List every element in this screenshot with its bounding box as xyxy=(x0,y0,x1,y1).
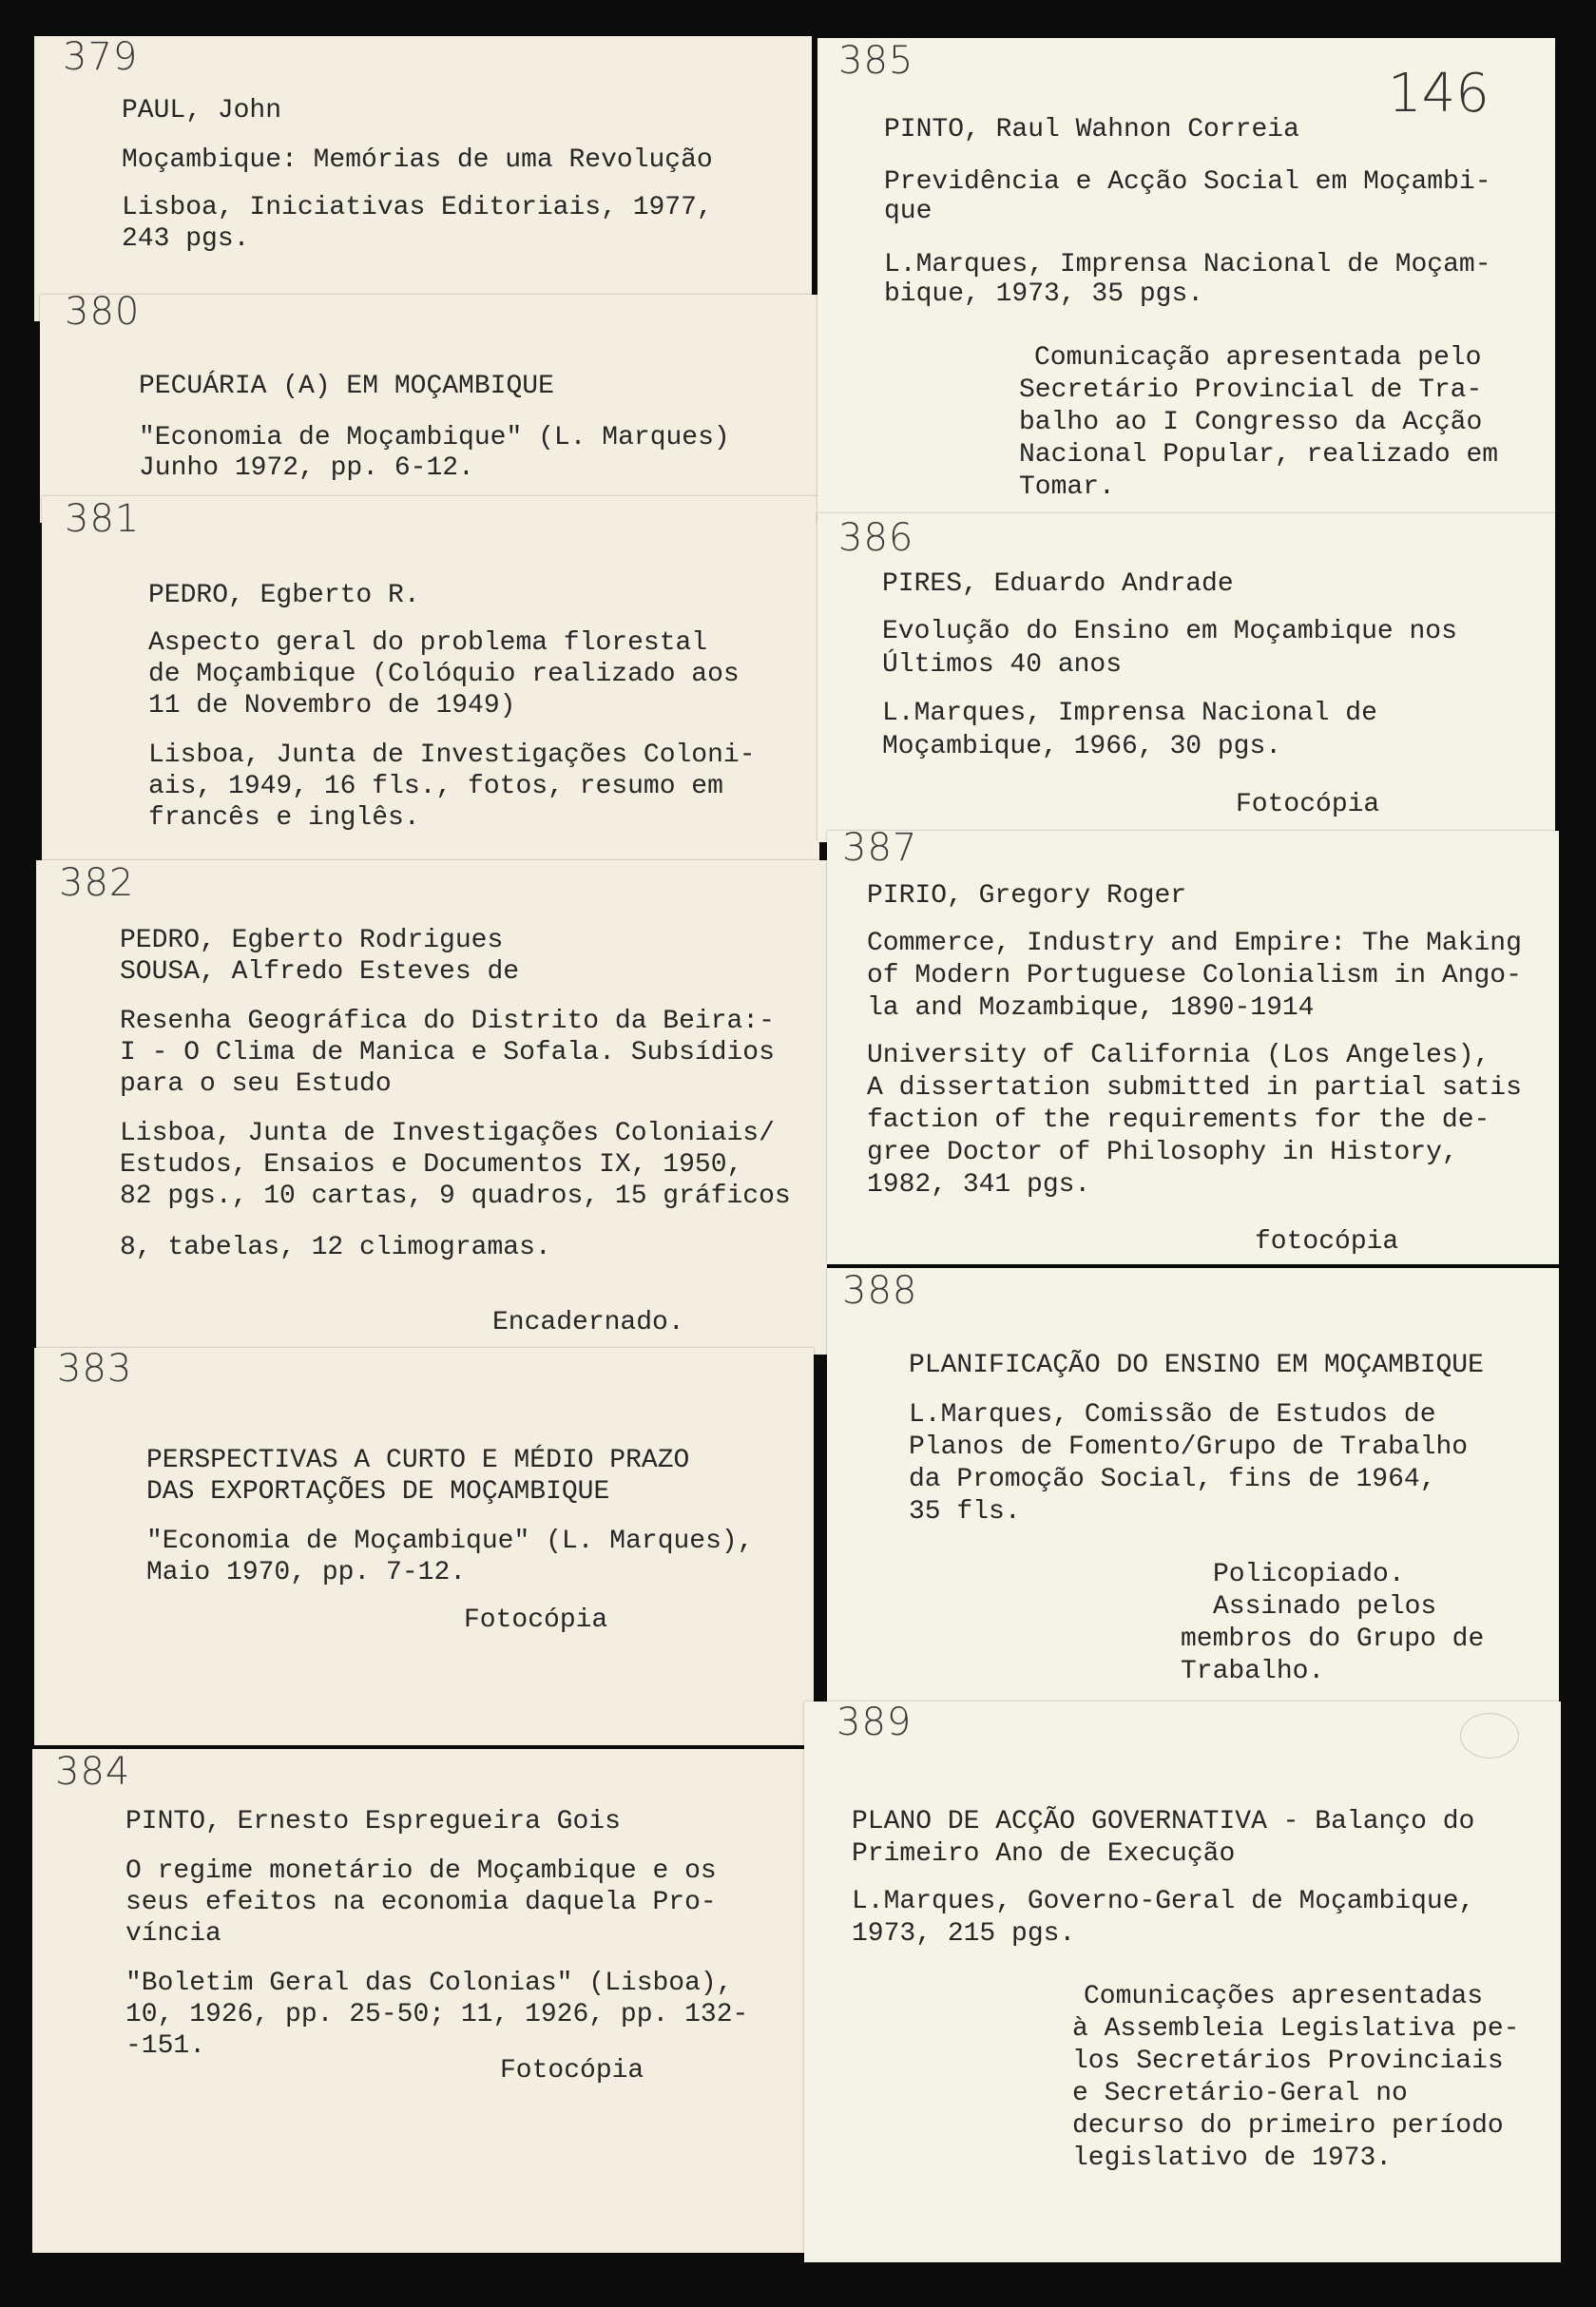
card-publication: Lisboa, Junta de Investigações Coloni- xyxy=(148,740,756,770)
card-publication: L.Marques, Comissão de Estudos de xyxy=(909,1400,1436,1430)
card-publication: 243 pgs. xyxy=(122,224,250,254)
card-title: I - O Clima de Manica e Sofala. Subsídios xyxy=(120,1038,775,1067)
card-number: 387 xyxy=(842,826,918,870)
card-author: SOUSA, Alfredo Esteves de xyxy=(120,957,520,987)
card-note: decurso do primeiro período xyxy=(1072,2111,1504,2141)
card-publication: A dissertation submitted in partial satis xyxy=(867,1073,1522,1103)
card-title: PECUÁRIA (A) EM MOÇAMBIQUE xyxy=(139,372,554,401)
card-publication: 35 fls. xyxy=(909,1497,1021,1527)
card-note: los Secretários Provinciais xyxy=(1072,2047,1504,2076)
card-author: PEDRO, Egberto R. xyxy=(148,581,420,610)
card-publication: L.Marques, Imprensa Nacional de xyxy=(882,699,1377,728)
card-publication: bique, 1973, 35 pgs. xyxy=(884,279,1204,309)
card-title: Previdência e Acção Social em Moçambi- xyxy=(884,167,1491,197)
card-note: Nacional Popular, realizado em xyxy=(1019,440,1499,470)
catalog-card-384 xyxy=(32,1749,804,2253)
card-note: fotocópia xyxy=(1255,1227,1399,1257)
card-note: à Assembleia Legislativa pe- xyxy=(1072,2014,1520,2044)
card-number: 379 xyxy=(63,35,139,79)
card-title: of Modern Portuguese Colonialism in Ango- xyxy=(867,961,1522,990)
card-publication: "Economia de Moçambique" (L. Marques) xyxy=(139,423,730,452)
catalog-card-381 xyxy=(42,496,819,869)
card-number: 383 xyxy=(57,1347,133,1391)
card-title: 11 de Novembro de 1949) xyxy=(148,691,516,721)
card-note: Fotocópia xyxy=(1236,790,1380,819)
card-publication: Moçambique, 1966, 30 pgs. xyxy=(882,732,1282,761)
card-note: Tomar. xyxy=(1019,472,1115,502)
card-publication: Maio 1970, pp. 7-12. xyxy=(146,1558,467,1587)
card-author: PIRES, Eduardo Andrade xyxy=(882,569,1234,599)
card-note: Secretário Provincial de Tra- xyxy=(1019,375,1483,405)
card-author: PEDRO, Egberto Rodrigues xyxy=(120,926,504,955)
card-note: Fotocópia xyxy=(464,1605,608,1635)
card-note: legislativo de 1973. xyxy=(1072,2144,1393,2173)
card-number: 389 xyxy=(836,1701,913,1744)
page-number: 146 xyxy=(1388,63,1490,125)
card-title: O regime monetário de Moçambique e os xyxy=(125,1856,717,1886)
card-publication: Lisboa, Iniciativas Editoriais, 1977, xyxy=(122,193,713,222)
card-title: DAS EXPORTAÇÕES DE MOÇAMBIQUE xyxy=(146,1477,610,1507)
card-publication: gree Doctor of Philosophy in History, xyxy=(867,1138,1458,1167)
card-publication: ais, 1949, 16 fls., fotos, resumo em xyxy=(148,772,723,801)
card-note: Assinado pelos xyxy=(1213,1592,1437,1622)
card-publication: 8, tabelas, 12 climogramas. xyxy=(120,1233,551,1262)
card-publication: -151. xyxy=(125,2031,206,2061)
card-title: la and Mozambique, 1890-1914 xyxy=(867,993,1315,1023)
card-title: Últimos 40 anos xyxy=(882,650,1123,680)
card-note: Encadernado. xyxy=(492,1308,684,1337)
card-publication: Estudos, Ensaios e Documentos IX, 1950, xyxy=(120,1150,743,1180)
card-title: seus efeitos na economia daquela Pro- xyxy=(125,1888,717,1917)
card-title: PLANIFICAÇÃO DO ENSINO EM MOÇAMBIQUE xyxy=(909,1351,1484,1380)
catalog-card-389 xyxy=(804,1701,1561,2262)
card-publication: 10, 1926, pp. 25-50; 11, 1926, pp. 132- xyxy=(125,2000,749,2029)
card-title: para o seu Estudo xyxy=(120,1069,392,1099)
card-publication: Planos de Fomento/Grupo de Trabalho xyxy=(909,1432,1469,1462)
card-title: que xyxy=(884,197,933,226)
faint-circle-stamp xyxy=(1460,1713,1519,1759)
card-title: Aspecto geral do problema florestal xyxy=(148,628,708,658)
card-publication: "Boletim Geral das Colonias" (Lisboa), xyxy=(125,1969,733,1998)
card-publication: L.Marques, Governo-Geral de Moçambique, xyxy=(852,1887,1475,1916)
card-publication: faction of the requirements for the de- xyxy=(867,1105,1490,1135)
catalog-card-388 xyxy=(827,1268,1559,1701)
card-number: 384 xyxy=(55,1750,131,1794)
card-title: Evolução do Ensino em Moçambique nos xyxy=(882,617,1457,646)
card-title: Resenha Geográfica do Distrito da Beira:- xyxy=(120,1007,775,1036)
card-note: e Secretário-Geral no xyxy=(1072,2079,1408,2108)
card-author: PINTO, Ernesto Espregueira Gois xyxy=(125,1807,621,1836)
card-publication: da Promoção Social, fins de 1964, xyxy=(909,1465,1436,1494)
card-title: Commerce, Industry and Empire: The Making xyxy=(867,929,1522,958)
card-note: Fotocópia xyxy=(500,2056,644,2086)
catalog-card-385 xyxy=(817,38,1555,523)
card-title: PERSPECTIVAS A CURTO E MÉDIO PRAZO xyxy=(146,1446,690,1475)
card-number: 380 xyxy=(65,290,141,334)
catalog-card-380 xyxy=(40,290,819,523)
card-publication: Lisboa, Junta de Investigações Coloniais/ xyxy=(120,1119,775,1148)
catalog-card-383 xyxy=(34,1348,814,1745)
card-note: balho ao I Congresso da Acção xyxy=(1019,408,1483,437)
card-publication: University of California (Los Angeles), xyxy=(867,1041,1490,1070)
card-title: Primeiro Ano de Execução xyxy=(852,1839,1236,1869)
card-note: Comunicações apresentadas xyxy=(1084,1982,1484,2011)
card-author: PIRIO, Gregory Roger xyxy=(867,881,1187,911)
card-number: 381 xyxy=(65,497,141,541)
card-publication: 1982, 341 pgs. xyxy=(867,1170,1091,1200)
card-note: Comunicação apresentada pelo xyxy=(1034,343,1482,373)
card-author: PINTO, Raul Wahnon Correia xyxy=(884,115,1299,144)
card-publication: "Economia de Moçambique" (L. Marques), xyxy=(146,1527,754,1556)
catalog-card-379 xyxy=(34,36,812,321)
card-publication: 1973, 215 pgs. xyxy=(852,1919,1076,1949)
card-title: Moçambique: Memórias de uma Revolução xyxy=(122,145,713,175)
card-publication: L.Marques, Imprensa Nacional de Moçam- xyxy=(884,250,1491,279)
card-title: de Moçambique (Colóquio realizado aos xyxy=(148,660,740,689)
card-number: 386 xyxy=(838,516,914,560)
card-note: membros do Grupo de xyxy=(1181,1625,1485,1654)
card-publication: 82 pgs., 10 cartas, 9 quadros, 15 gráficos xyxy=(120,1182,791,1211)
card-author: PAUL, John xyxy=(122,96,282,125)
catalog-card-382 xyxy=(36,860,827,1355)
catalog-card-386 xyxy=(817,513,1555,842)
card-number: 385 xyxy=(838,39,914,83)
catalog-card-387 xyxy=(827,826,1559,1264)
card-note: Policopiado. xyxy=(1213,1560,1405,1589)
card-number: 388 xyxy=(842,1269,918,1313)
card-title: PLANO DE ACÇÃO GOVERNATIVA - Balanço do xyxy=(852,1807,1475,1836)
card-number: 382 xyxy=(59,861,135,905)
card-title: víncia xyxy=(125,1919,221,1949)
card-note: Trabalho. xyxy=(1181,1657,1325,1686)
card-publication: Junho 1972, pp. 6-12. xyxy=(139,453,474,483)
card-publication: francês e inglês. xyxy=(148,803,420,833)
